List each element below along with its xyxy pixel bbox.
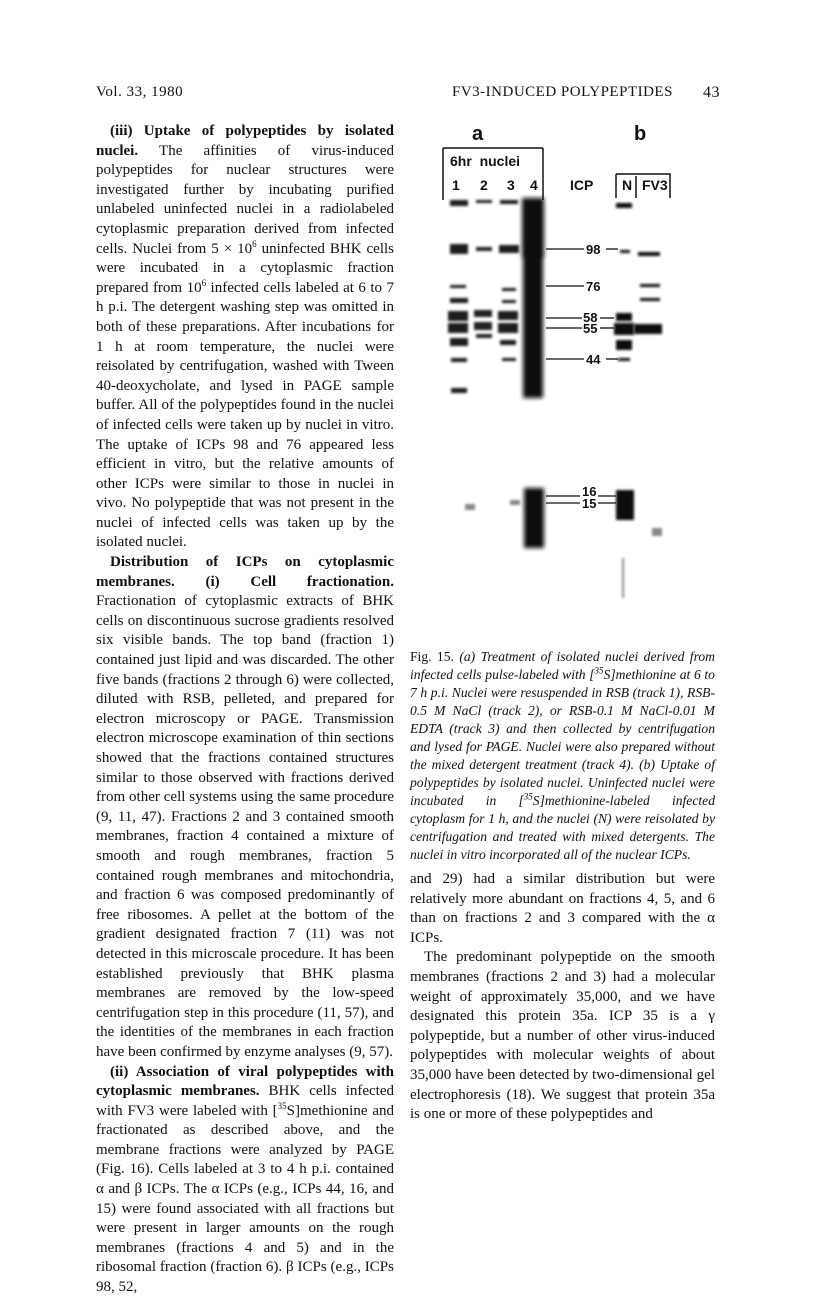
track-label-4: 4 [530, 177, 538, 193]
caption-label: Fig. 15. [410, 649, 454, 664]
lane-2-bands [474, 200, 492, 338]
gel-image [410, 118, 715, 638]
page-number: 43 [703, 84, 720, 101]
paragraph-uptake: (iii) Uptake of polypeptides by isolated nuclei. The affinities of virus-induced polypeptides for nuclear structures were investigated further by incubating purified unlabeled uninfected nuclei in a radiolabeled cytoplasmic preparation derived from infected cells. Nuclei from $5 \times 10^6$ uninfected BHK cells were incubated in a cytoplasmic fraction prepared from $10^6$ infected cells labeled at 6 to 7 h p.i. The detergent washing step was omitted in both of these preparations. After incubations for 1 h at room temperature, the nuclei were reisolated by centrifugation, washed with Tween 40-deoxycholate, and lysed in PAGE sample buffer. All of the polypeptides found in the nuclei of infected cells were taken up by nuclei in vitro. The uptake of ICPs 98 and 76 appeared less efficient in vitro, but the relative amounts of other ICPs were similar to those in nuclei in vivo. No polypeptide that was not present in the nuclei of infected cells was taken up by the isolated nuclei. [96, 123, 394, 551]
paragraph-continued: and 29) had a similar distribution but were relatively more abundant on fractions 4, 5, and 6 than on fractions 2 and 3 compared with the α ICPs. [410, 871, 715, 946]
marker-15: 15 [582, 496, 597, 511]
track-label-n: N [622, 177, 633, 193]
lane-3-bands [498, 200, 519, 361]
panel-label-a: a [472, 123, 484, 145]
marker-98: 98 [586, 242, 601, 257]
group-label: 6hr nuclei [450, 153, 521, 169]
icp-header: ICP [570, 177, 594, 193]
marker-55: 55 [583, 321, 598, 336]
track-label-2: 2 [480, 177, 488, 193]
running-title: FV3-INDUCED POLYPEPTIDES [452, 84, 673, 100]
track-label-3: 3 [507, 177, 515, 193]
marker-44: 44 [586, 352, 601, 367]
volume-label: Vol. 33, 1980 [96, 84, 184, 100]
section-heading-association: (ii) Association of viral polypeptides with cytoplasmic membranes. [96, 1063, 394, 1100]
paragraph-fractionation: Distribution of ICPs on cytoplasmic membranes. (i) Cell fractionation. Fractionation of cytoplasmic extracts of BHK cells on discontinuous sucrose gradients resolved six visible bands. The top band (fraction 1) contained just lipid and was discarded. The other five bands (fractions 2 through 6) were collected, diluted with RSB, pelleted, and prepared for electron microscopy or PAGE. Transmission electron microscope examination of thin sections showed that the fractions contained structures similar to those observed with fractions derived from other cell systems using the same procedure (9, 11, 47). Fractions 2 and 3 contained smooth membranes, fraction 4 contained a mixture of smooth and rough membranes, fraction 5 contained rough membranes and mitochondria, and fraction 6 was composed predominantly of free ribosomes. A pellet at the bottom of the gradient designated fraction 7 (11) was not detected in this microscale procedure. It has been established previously that BHK plasma membranes are removed by the low-speed centrifugation step in this procedure (11, 57), and the identities of the membranes in each fraction have been confirmed by enzyme analyses (9, 57). [96, 554, 394, 1060]
figure-caption: Fig. 15. (a) Treatment of isolated nuclei derived from infected cells pulse-labeled with [$^{35}$S]methionine at 6 to 7 h p.i. Nuclei were resuspended in RSB (track 1), RSB-0.5 M NaCl (track 2), or RSB-0.1 M NaCl-0.01 M EDTA (track 3) and then collected by centrifugation and lysed for PAGE. Nuclei were also prepared without the mixed detergent treatment (track 4). (b) Uptake of polypeptides by isolated nuclei. Uninfected nuclei were incubated in [$^{35}$S]methionine-labeled infected cytoplasm for 1 h, and the nuclei (N) were reisolated by centrifugation and treated with mixed detergents. The nuclei in vitro incorporated all of the nuclear ICPs. [410, 649, 715, 862]
marker-16: 16 [582, 484, 597, 499]
marker-76: 76 [586, 279, 601, 294]
paragraph-35a: The predominant polypeptide on the smooth membranes (fractions 2 and 3) had a molecular weight of approximately 35,000, and we have designated this protein 35a. ICP 35 is a γ polypeptide, but a number of other virus-induced polypeptides with molecular weights of about 35,000 have been detected by two-dimensional gel electrophoresis (18). We suggest that protein 35a is one or more of these polypeptides and [410, 949, 715, 1123]
left-column [96, 122, 394, 1298]
panel-label-b: b [634, 123, 647, 145]
lane-fv3-bands [634, 252, 662, 334]
marker-58: 58 [583, 310, 598, 325]
paragraph-association: (ii) Association of viral polypeptides with cytoplasmic membranes. BHK cells infected with FV3 were labeled with [$^{35}$S]methionine and fractionated as described above, and the membrane fractions were analyzed by PAGE (Fig. 16). Cells labeled at 3 to 4 h p.i. contained α and β ICPs. The α ICPs (e.g., ICPs 44, 16, and 15) were found associated with all fractions but were present in larger amounts on the rough membranes (fractions 4 and 5) and in the ribosomal fraction (fraction 6). β ICPs (e.g., ICPs 98, 52, [96, 1063, 394, 1296]
lane-1-bands [448, 200, 468, 393]
figure-15-gel [410, 118, 715, 638]
track-label-fv3: FV3 [642, 177, 668, 193]
section-heading-distribution: Distribution of ICPs on cytoplasmic membranes. (i) Cell fractionation. [96, 554, 394, 590]
track-label-1: 1 [452, 177, 460, 193]
right-column [410, 870, 715, 1125]
lane-4-bands [522, 198, 544, 548]
lane-n-bands [614, 203, 634, 520]
section-heading-uptake: (iii) Uptake of polypeptides by isolated nuclei. [96, 123, 394, 159]
marker-lines [546, 249, 618, 503]
